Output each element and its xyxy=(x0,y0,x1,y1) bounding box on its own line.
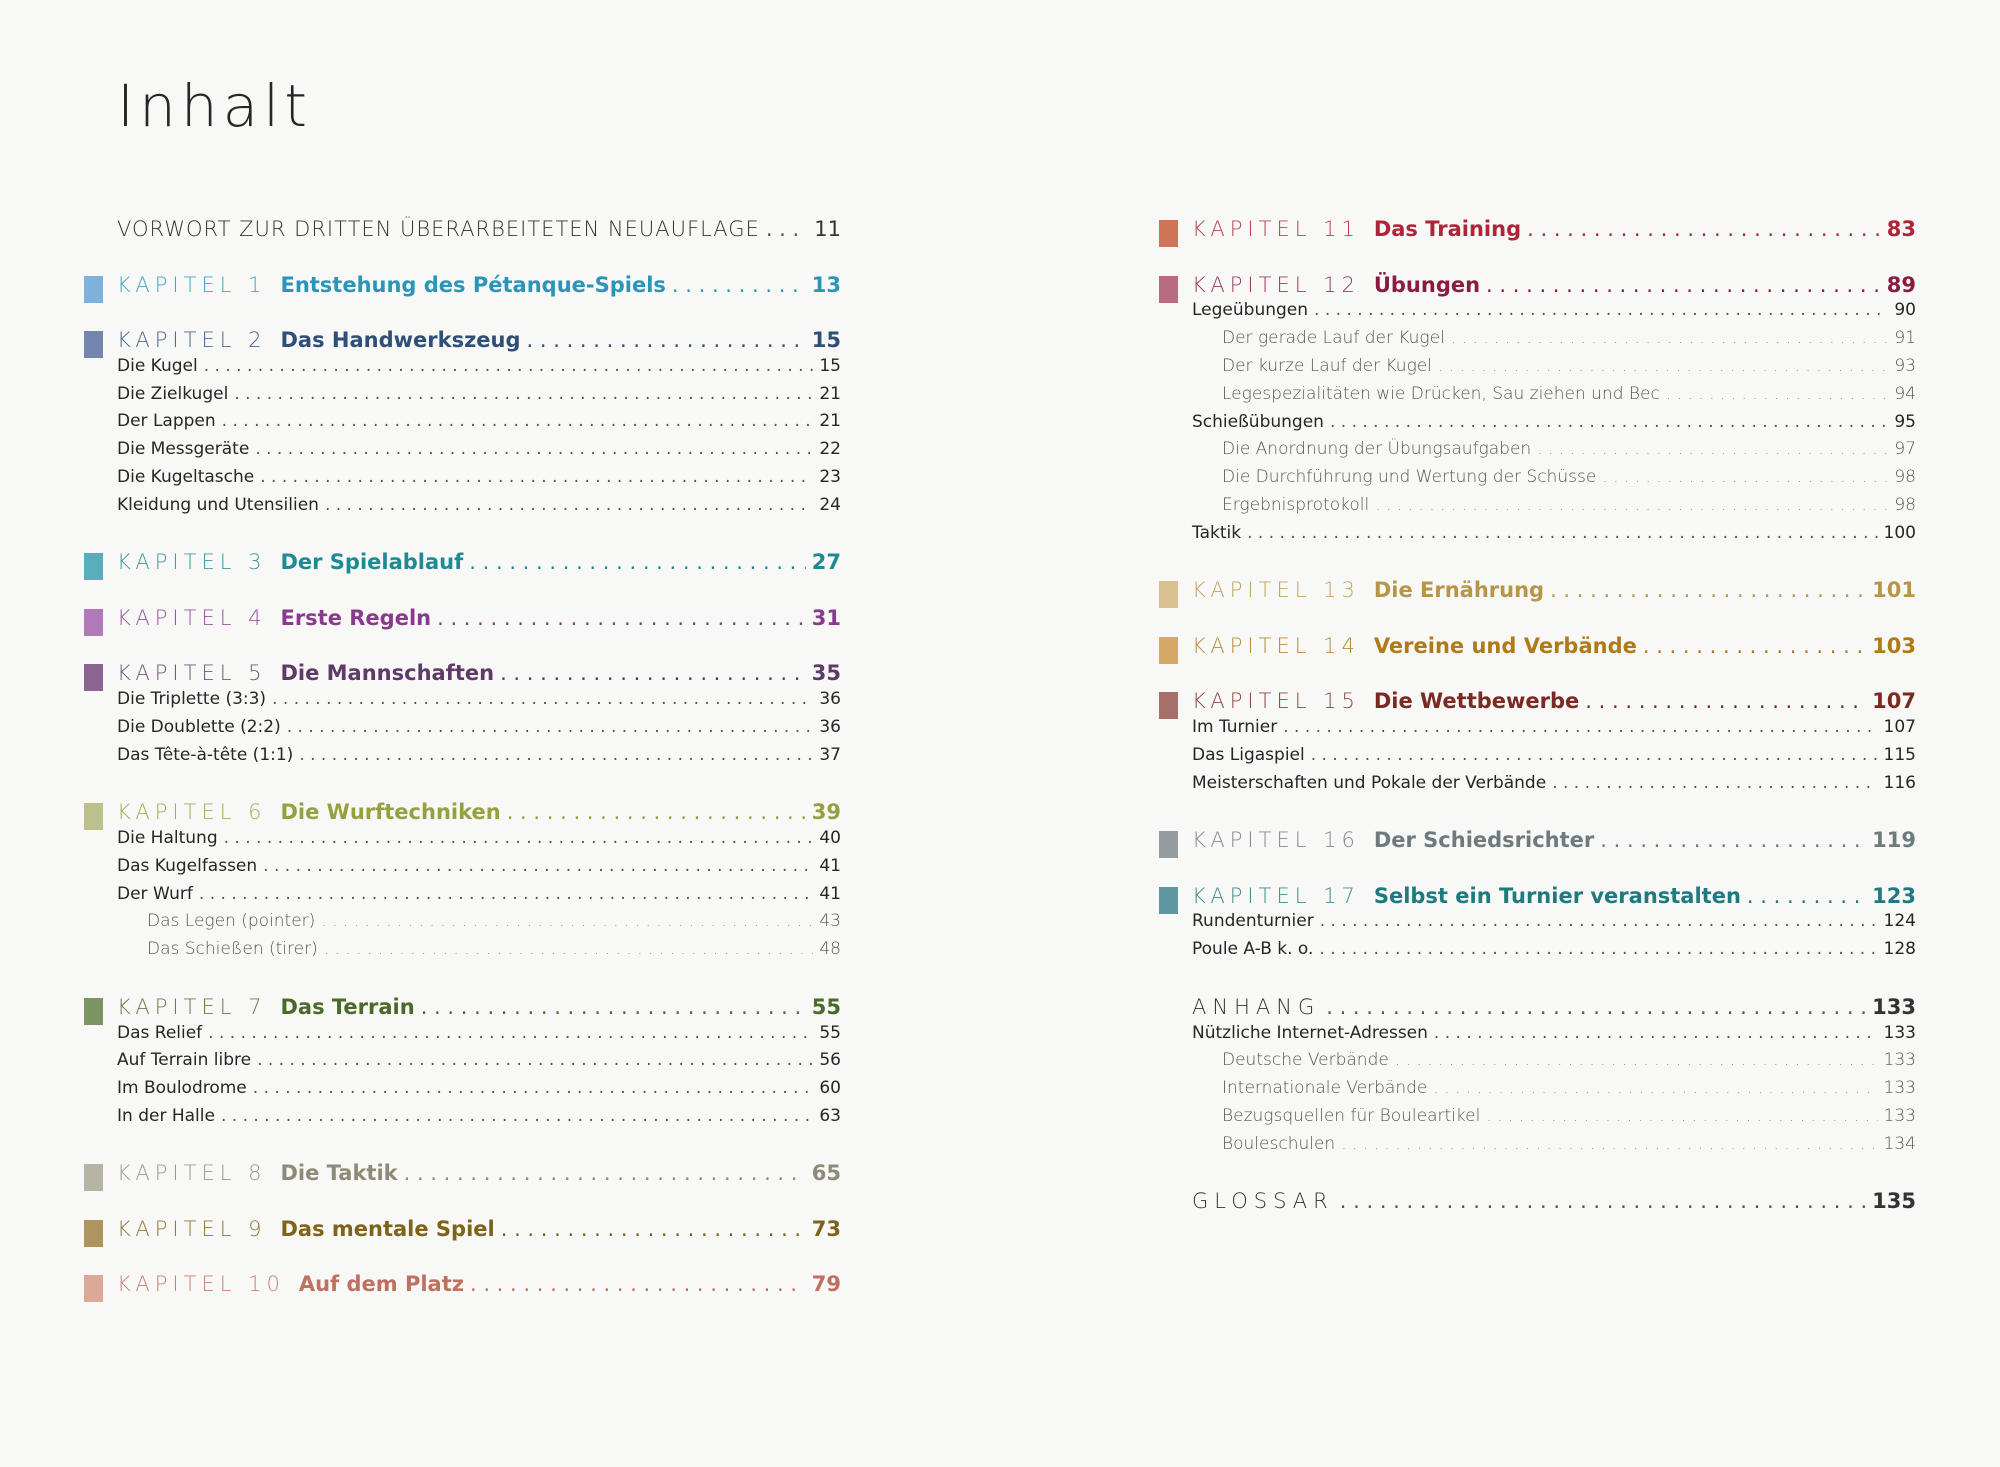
chapter-title: Die Wettbewerbe xyxy=(1373,689,1580,714)
chapter-title: Der Spielablauf xyxy=(280,550,464,575)
chapter-label: KAPITEL 1 xyxy=(117,272,267,297)
page-number: 95 xyxy=(1894,411,1916,432)
toc-section-entry xyxy=(1192,773,1916,803)
chapter-title: Die Ernährung xyxy=(1373,578,1545,603)
page-number: 115 xyxy=(1883,744,1916,765)
toc-section-entry xyxy=(117,828,841,858)
chapter-title: Die Taktik xyxy=(280,1161,398,1186)
page-number: 35 xyxy=(811,661,841,686)
page-number: 22 xyxy=(819,439,841,460)
leader-dots xyxy=(1550,578,1866,602)
toc-chapter-entry xyxy=(117,661,841,691)
leader-dots xyxy=(1319,939,1877,959)
page-number: 98 xyxy=(1894,467,1916,488)
entry-title: Die Triplette (3:3) xyxy=(117,689,267,710)
chapter-label: KAPITEL 5 xyxy=(117,661,267,686)
toc-section-entry xyxy=(117,689,841,719)
page-number: 135 xyxy=(1872,1189,1916,1214)
entry-title: Ergebnisprotokoll xyxy=(1222,494,1370,515)
page-number: 133 xyxy=(1883,1078,1916,1099)
page-number: 36 xyxy=(819,716,841,737)
entry-title: Die Durchführung und Wertung der Schüsse xyxy=(1222,467,1597,488)
leader-dots xyxy=(501,1217,806,1241)
page-number: 48 xyxy=(819,939,841,960)
leader-dots xyxy=(1451,328,1889,348)
leader-dots xyxy=(1602,467,1888,487)
page-number: 128 xyxy=(1883,939,1916,960)
leader-dots xyxy=(1438,356,1888,376)
chapter-label: KAPITEL 16 xyxy=(1192,828,1360,853)
leader-dots xyxy=(1552,773,1877,793)
page-number: 107 xyxy=(1872,689,1916,714)
leader-dots xyxy=(253,1078,814,1098)
leader-dots xyxy=(208,1023,813,1043)
entry-title: Die Anordnung der Übungsaufgaben xyxy=(1222,439,1532,460)
page-number: 89 xyxy=(1886,272,1916,297)
toc-main-entry xyxy=(1192,995,1916,1025)
page-number: 27 xyxy=(811,550,841,575)
leader-dots xyxy=(469,550,806,574)
chapter-title: Der Schiedsrichter xyxy=(1373,828,1595,853)
chapter-color-marker xyxy=(1159,831,1178,858)
toc-section-entry xyxy=(117,439,841,469)
entry-title: Legespezialitäten wie Drücken, Sau ziehen und Bec xyxy=(1222,383,1660,404)
chapter-color-marker xyxy=(84,998,103,1025)
page-number: 55 xyxy=(811,994,841,1019)
page-number: 15 xyxy=(819,355,841,376)
toc-subsection-entry xyxy=(117,911,841,941)
toc-chapter-entry xyxy=(117,606,841,636)
page-number: 39 xyxy=(811,800,841,825)
entry-title: Bezugsquellen für Bouleartikel xyxy=(1222,1105,1481,1126)
toc-section-entry xyxy=(1192,745,1916,775)
entry-title: Die Haltung xyxy=(117,828,218,848)
toc-section-entry xyxy=(1192,717,1916,747)
chapter-title: Das Handwerkszeug xyxy=(280,328,521,352)
entry-title: Das Kugelfassen xyxy=(117,855,258,876)
leader-dots xyxy=(1666,384,1889,404)
leader-dots xyxy=(470,1272,806,1296)
toc-chapter-entry xyxy=(1192,689,1916,719)
leader-dots xyxy=(1326,995,1866,1019)
chapter-label: KAPITEL 12 xyxy=(1192,272,1360,297)
toc-subsection-entry xyxy=(1192,1078,1916,1108)
page-number: 31 xyxy=(811,605,841,630)
chapter-title: Auf dem Platz xyxy=(298,1272,464,1297)
entry-title: Das Schießen (tirer) xyxy=(147,939,318,960)
page-number: 21 xyxy=(819,411,841,432)
page-title: Inhalt xyxy=(117,72,313,140)
chapter-label: KAPITEL 9 xyxy=(117,1216,267,1241)
entry-title: Das Ligaspiel xyxy=(1192,744,1305,765)
toc-section-entry xyxy=(117,1050,841,1080)
page-number: 97 xyxy=(1894,439,1916,460)
leader-dots xyxy=(1395,1050,1878,1070)
toc-chapter-entry xyxy=(117,1161,841,1191)
toc-section-entry xyxy=(1192,1023,1916,1053)
chapter-label: KAPITEL 10 xyxy=(117,1272,285,1297)
toc-section-entry xyxy=(117,411,841,441)
toc-chapter-entry xyxy=(117,328,841,358)
entry-title: Die Messgeräte xyxy=(117,439,250,460)
leader-dots xyxy=(224,828,814,848)
leader-dots xyxy=(1314,300,1888,320)
chapter-label: KAPITEL 13 xyxy=(1192,578,1360,603)
entry-title: Rundenturnier xyxy=(1192,911,1314,932)
entry-title: Die Kugeltasche xyxy=(117,467,255,487)
chapter-color-marker xyxy=(84,664,103,691)
toc-section-entry xyxy=(117,1106,841,1136)
toc-chapter-entry xyxy=(1192,273,1916,303)
toc-chapter-entry xyxy=(117,1217,841,1247)
entry-title: Legeübungen xyxy=(1192,300,1309,321)
chapter-color-marker xyxy=(84,803,103,830)
entry-title: Der Lappen xyxy=(117,411,216,432)
leader-dots xyxy=(321,911,813,931)
leader-dots xyxy=(1527,217,1881,241)
chapter-color-marker xyxy=(84,1275,103,1302)
toc-subsection-entry xyxy=(1192,495,1916,525)
leader-dots xyxy=(437,606,806,630)
leader-dots xyxy=(672,273,806,297)
page-number: 123 xyxy=(1872,883,1916,908)
leader-dots xyxy=(1747,884,1866,908)
toc-main-entry xyxy=(117,217,841,247)
toc-subsection-entry xyxy=(1192,1050,1916,1080)
entry-title: Bouleschulen xyxy=(1222,1133,1336,1154)
leader-dots xyxy=(1433,1078,1877,1098)
toc-subsection-entry xyxy=(1192,384,1916,414)
toc-chapter-entry xyxy=(1192,217,1916,247)
page-number: 98 xyxy=(1894,494,1916,515)
toc-section-entry xyxy=(117,745,841,775)
chapter-title: Das Terrain xyxy=(280,994,415,1019)
page-number: 37 xyxy=(819,744,841,765)
entry-title: Poule A-B k. o. xyxy=(1192,939,1314,960)
leader-dots xyxy=(199,884,813,904)
chapter-color-marker xyxy=(84,331,103,358)
toc-chapter-entry xyxy=(1192,634,1916,664)
page-number: 133 xyxy=(1883,1105,1916,1126)
page-number: 124 xyxy=(1883,911,1916,932)
leader-dots xyxy=(1537,439,1888,459)
toc-chapter-entry xyxy=(117,273,841,303)
toc-chapter-entry xyxy=(117,1272,841,1302)
leader-dots xyxy=(1585,689,1866,713)
chapter-label: KAPITEL 3 xyxy=(117,550,267,575)
page-number: 56 xyxy=(819,1050,841,1071)
leader-dots xyxy=(1311,745,1878,765)
page-number: 41 xyxy=(819,855,841,876)
leader-dots xyxy=(1434,1023,1878,1043)
toc-chapter-entry xyxy=(117,550,841,580)
leader-dots xyxy=(324,939,814,959)
leader-dots xyxy=(257,1050,813,1070)
page-number: 55 xyxy=(819,1022,841,1043)
page-number: 23 xyxy=(819,467,841,487)
chapter-color-marker xyxy=(1159,692,1178,719)
toc-section-entry xyxy=(117,467,841,497)
leader-dots xyxy=(1375,495,1888,515)
chapter-color-marker xyxy=(84,609,103,636)
toc-main-entry xyxy=(1192,1189,1916,1219)
entry-title: Deutsche Verbände xyxy=(1222,1050,1389,1071)
leader-dots xyxy=(500,661,806,685)
toc-chapter-entry xyxy=(1192,884,1916,914)
leader-dots xyxy=(507,800,806,824)
entry-title: ANHANG xyxy=(1192,994,1321,1019)
toc-section-entry xyxy=(117,1078,841,1108)
leader-dots xyxy=(234,384,813,404)
entry-title: Auf Terrain libre xyxy=(117,1050,252,1071)
leader-dots xyxy=(263,856,813,876)
leader-dots xyxy=(1330,412,1888,432)
leader-dots xyxy=(1600,828,1866,852)
page-number: 91 xyxy=(1894,328,1916,349)
chapter-title: Erste Regeln xyxy=(280,605,432,630)
leader-dots xyxy=(221,1106,813,1126)
chapter-label: KAPITEL 17 xyxy=(1192,883,1360,908)
entry-title: Meisterschaften und Pokale der Verbände xyxy=(1192,772,1547,793)
page-number: 133 xyxy=(1883,1050,1916,1071)
leader-dots xyxy=(404,1161,806,1185)
leader-dots xyxy=(260,467,813,487)
entry-title: GLOSSAR xyxy=(1192,1189,1334,1214)
page-number: 43 xyxy=(819,911,841,932)
leader-dots xyxy=(255,439,813,459)
page-number: 101 xyxy=(1872,578,1916,603)
entry-title: Die Doublette (2:2) xyxy=(117,716,281,737)
page-number: 63 xyxy=(819,1105,841,1126)
chapter-title: Übungen xyxy=(1373,272,1481,297)
entry-title: Der kurze Lauf der Kugel xyxy=(1222,355,1432,376)
toc-subsection-entry xyxy=(1192,328,1916,358)
chapter-color-marker xyxy=(1159,887,1178,914)
page-number: 15 xyxy=(811,328,841,352)
entry-title: Die Kugel xyxy=(117,355,198,376)
leader-dots xyxy=(527,328,806,352)
page-number: 13 xyxy=(811,272,841,297)
page-number: 83 xyxy=(1886,217,1916,241)
toc-subsection-entry xyxy=(1192,1106,1916,1136)
chapter-label: KAPITEL 6 xyxy=(117,800,267,825)
chapter-title: Das Training xyxy=(1373,217,1522,241)
toc-section-entry xyxy=(117,884,841,914)
chapter-label: KAPITEL 8 xyxy=(117,1161,267,1186)
entry-title: Im Boulodrome xyxy=(117,1078,247,1099)
page-number: 65 xyxy=(811,1161,841,1186)
entry-title: Internationale Verbände xyxy=(1222,1078,1428,1099)
page-number: 73 xyxy=(811,1216,841,1241)
chapter-color-marker xyxy=(84,553,103,580)
chapter-color-marker xyxy=(84,1164,103,1191)
page-number: 24 xyxy=(819,494,841,515)
leader-dots xyxy=(204,356,814,376)
entry-title: Kleidung und Utensilien xyxy=(117,494,319,515)
entry-title: In der Halle xyxy=(117,1105,215,1126)
toc-subsection-entry xyxy=(1192,439,1916,469)
leader-dots xyxy=(272,689,813,709)
page-number: 103 xyxy=(1872,633,1916,658)
toc-section-entry xyxy=(117,856,841,886)
page-number: 36 xyxy=(819,689,841,710)
page-number: 134 xyxy=(1883,1133,1916,1154)
chapter-label: KAPITEL 4 xyxy=(117,605,267,630)
leader-dots xyxy=(1486,273,1881,297)
toc-chapter-entry xyxy=(1192,578,1916,608)
chapter-color-marker xyxy=(1159,637,1178,664)
leader-dots xyxy=(1283,717,1877,737)
toc-subsection-entry xyxy=(117,939,841,969)
toc-section-entry xyxy=(117,495,841,525)
chapter-label: KAPITEL 11 xyxy=(1192,217,1360,241)
toc-section-entry xyxy=(1192,300,1916,330)
page-number: 40 xyxy=(819,828,841,848)
entry-title: VORWORT ZUR DRITTEN ÜBERARBEITETEN NEUAUFLAGE xyxy=(117,217,760,241)
toc-subsection-entry xyxy=(1192,467,1916,497)
leader-dots xyxy=(287,717,814,737)
page-number: 119 xyxy=(1872,828,1916,853)
page-number: 21 xyxy=(819,383,841,404)
chapter-label: KAPITEL 14 xyxy=(1192,633,1360,658)
chapter-title: Entstehung des Pétanque-Spiels xyxy=(280,272,666,297)
toc-chapter-entry xyxy=(117,995,841,1025)
toc-subsection-entry xyxy=(1192,1134,1916,1164)
page-number: 41 xyxy=(819,883,841,904)
leader-dots xyxy=(1340,1189,1866,1213)
chapter-color-marker xyxy=(84,276,103,303)
entry-title: Das Tête-à-tête (1:1) xyxy=(117,744,294,765)
toc-subsection-entry xyxy=(1192,356,1916,386)
leader-dots xyxy=(766,217,808,241)
toc-section-entry xyxy=(117,384,841,414)
toc-section-entry xyxy=(1192,523,1916,553)
chapter-color-marker xyxy=(1159,581,1178,608)
chapter-color-marker xyxy=(84,1220,103,1247)
chapter-color-marker xyxy=(1159,276,1178,303)
chapter-label: KAPITEL 7 xyxy=(117,994,267,1019)
chapter-title: Die Mannschaften xyxy=(280,661,495,686)
entry-title: Der gerade Lauf der Kugel xyxy=(1222,328,1445,349)
entry-title: Das Legen (pointer) xyxy=(147,911,316,932)
leader-dots xyxy=(325,495,813,515)
page-number: 100 xyxy=(1883,522,1916,543)
entry-title: Nützliche Internet-Adressen xyxy=(1192,1022,1428,1043)
entry-title: Der Wurf xyxy=(117,883,193,904)
toc-section-entry xyxy=(1192,911,1916,941)
entry-title: Taktik xyxy=(1192,522,1242,543)
toc-section-entry xyxy=(117,717,841,747)
toc-section-entry xyxy=(117,356,841,386)
toc-chapter-entry xyxy=(1192,828,1916,858)
leader-dots xyxy=(1643,634,1866,658)
leader-dots xyxy=(299,745,813,765)
toc-section-entry xyxy=(1192,412,1916,442)
leader-dots xyxy=(421,995,806,1019)
entry-title: Die Zielkugel xyxy=(117,383,229,404)
chapter-title: Vereine und Verbände xyxy=(1373,633,1637,658)
page-number: 94 xyxy=(1894,383,1916,404)
toc-section-entry xyxy=(1192,939,1916,969)
entry-title: Im Turnier xyxy=(1192,717,1278,737)
page-number: 60 xyxy=(819,1078,841,1099)
chapter-title: Selbst ein Turnier veranstalten xyxy=(1373,883,1741,908)
leader-dots xyxy=(1341,1134,1877,1154)
page-number: 107 xyxy=(1883,717,1916,737)
chapter-label: KAPITEL 15 xyxy=(1192,689,1360,714)
chapter-label: KAPITEL 2 xyxy=(117,328,267,352)
page-number: 79 xyxy=(811,1272,841,1297)
chapter-title: Das mentale Spiel xyxy=(280,1216,495,1241)
chapter-title: Die Wurftechniken xyxy=(280,800,501,825)
page-number: 90 xyxy=(1894,300,1916,321)
page-number: 133 xyxy=(1883,1022,1916,1043)
leader-dots xyxy=(1486,1106,1877,1126)
leader-dots xyxy=(222,411,814,431)
leader-dots xyxy=(1320,911,1878,931)
toc-section-entry xyxy=(117,1023,841,1053)
page-number: 133 xyxy=(1872,994,1916,1019)
leader-dots xyxy=(1247,523,1877,543)
toc-chapter-entry xyxy=(117,800,841,830)
page-number: 11 xyxy=(814,217,841,241)
chapter-color-marker xyxy=(1159,220,1178,247)
page-number: 93 xyxy=(1894,355,1916,376)
page-number: 116 xyxy=(1883,772,1916,793)
entry-title: Das Relief xyxy=(117,1022,203,1043)
entry-title: Schießübungen xyxy=(1192,411,1324,432)
